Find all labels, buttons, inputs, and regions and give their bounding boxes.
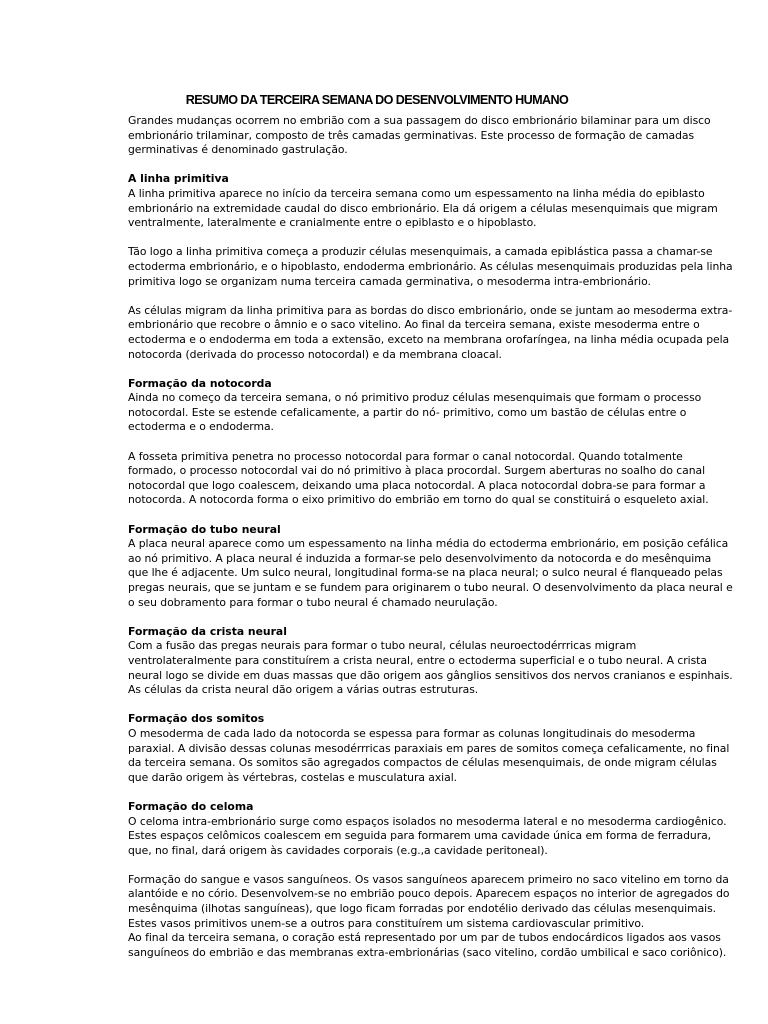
section-heading: Formação da crista neural: [128, 624, 287, 638]
intro-paragraph: Grandes mudanças ocorrem no embrião com a sua passagem do disco embrionário bilaminar para um disco embrionário trilaminar, composto de três camadas germinativas. Este processo de formação de camadas germinativas é denominado gastrulação.: [128, 114, 711, 157]
section-heading: Formação do tubo neural: [128, 522, 281, 536]
paragraph: O celoma intra-embrionário surge como espaços isolados no mesoderma lateral e no mesoderma cardiogênico. Estes espaços celômicos coalescem em seguida para formarem uma cavidade única em forma de ferradura, que, no final, dará origem às cavidades corporais (e.g.,a cavidade peritoneal).: [128, 814, 727, 857]
paragraph: Com a fusão das pregas neurais para formar o tubo neural, células neuroectodérrricas migram ventrolateralmente para constituírem a crista neural, entre o ectoderma superficial e o tubo neural. A crista neural logo se divide em duas massas que dão origem aos gânglios sensitivos dos nervos cranianos e espinhais. As células da crista neural dão origem a várias outras estruturas.: [128, 639, 733, 697]
section-linha-primitiva: [128, 172, 734, 362]
section-somitos: [128, 712, 734, 785]
paragraph: Tão logo a linha primitiva começa a produzir células mesenquimais, a camada epiblástica passa a chamar-se ectoderma embrionário, e o hipoblasto, endoderma embrionário. As células mesenquimais produzidas pela linha primitiva logo se organizam numa terceira camada germinativa, o mesoderma intra-embrionário.: [128, 245, 733, 288]
paragraph: A linha primitiva aparece no início da terceira semana como um espessamento na linha média do epiblasto embrionário na extremidade caudal do disco embrionário. Ela dá origem a células mesenquimais que migram ventralmente, lateralmente e cranialmente entre o epiblasto e o hipoblasto.: [128, 186, 718, 230]
section-heading: Formação dos somitos: [128, 712, 265, 726]
paragraph: As células migram da linha primitiva para as bordas do disco embrionário, onde se juntam ao mesoderma extra-embrionário que recobre o âmnio e o saco vitelino. Ao final da terceira semana, existe mesoderma entre o ectoderma e o endoderma em toda a extensão, exceto na membrana orofaríngea, na linha média ocupada pela notocorda (derivada do processo notocordal) e da membrana cloacal.: [128, 303, 733, 361]
section-tubo-neural: [128, 523, 734, 611]
paragraph: O mesoderma de cada lado da notocorda se espessa para formar as colunas longitudinais do mesoderma paraxial. A divisão dessas colunas mesodérrricas paraxiais em pares de somitos começa cefalicamente, no final da terceira semana. Os somitos são agregados compactos de células mesenquimais, de onde migram células que darão origem às vértebras, costelas e musculatura axial.: [128, 726, 730, 784]
paragraph: Ao final da terceira semana, o coração está representado por um par de tubos endocárdicos ligados aos vasos sanguíneos do embrião e das membranas extra-embrionárias (saco vitelino, cordão umbilical e saco coriônico).: [128, 931, 727, 959]
paragraph: Ainda no começo da terceira semana, o nó primitivo produz células mesenquimais que formam o processo notocordal. Este se estende cefalicamente, a partir do nó- primitivo, como um bastão de células entre o ectoderma e o endoderma.: [128, 391, 702, 434]
paragraph: A fosseta primitiva penetra no processo notocordal para formar o canal notocordal. Quando totalmente formado, o processo notocordal vai do nó primitivo à placa procordal. Surgem aberturas no soalho do canal notocordal que logo coalescem, deixando uma placa notocordal. A placa notocordal dobra-se para formar a notocorda. A notocorda forma o eixo primitivo do embrião em torno do qual se constituirá o esqueleto axial.: [128, 449, 709, 507]
section-celoma: [128, 800, 734, 961]
document-title: RESUMO DA TERCEIRA SEMANA DO DESENVOLVIMENTO HUMANO: [185, 93, 569, 107]
section-heading: A linha primitiva: [128, 172, 229, 186]
section-heading: Formação do celoma: [128, 799, 254, 813]
section-heading: Formação da notocorda: [128, 376, 272, 390]
section-notocorda: [128, 377, 734, 508]
document-body: [128, 114, 734, 960]
section-crista-neural: [128, 625, 734, 698]
paragraph: A placa neural aparece como um espessamento na linha média do ectoderma embrionário, em posição cefálica ao nó primitivo. A placa neural é induzida a formar-se pelo desenvolvimento da notocorda e do mesênquima que lhe é adjacente. Um sulco neural, longitudinal forma-se na placa neural; o sulco neural é flanqueado pelas pregas neurais, que se juntam e se fundem para originarem o tubo neural. O desenvolvimento da placa neural e o seu dobramento para formar o tubo neural é chamado neurulação.: [128, 537, 733, 609]
paragraph: Formação do sangue e vasos sanguíneos. Os vasos sanguíneos aparecem primeiro no saco vitelino em torno da alantóide e no cório. Desenvolvem-se no embrião pouco depois. Aparecem espaços no interior de agregados do mesênquima (ilhotas sanguíneas), que logo ficam forradas por endotélio derivado das células mesenquimais. Estes vasos primitivos unem-se a outros para constituírem um sistema cardiovascular primitivo.: [128, 872, 730, 930]
